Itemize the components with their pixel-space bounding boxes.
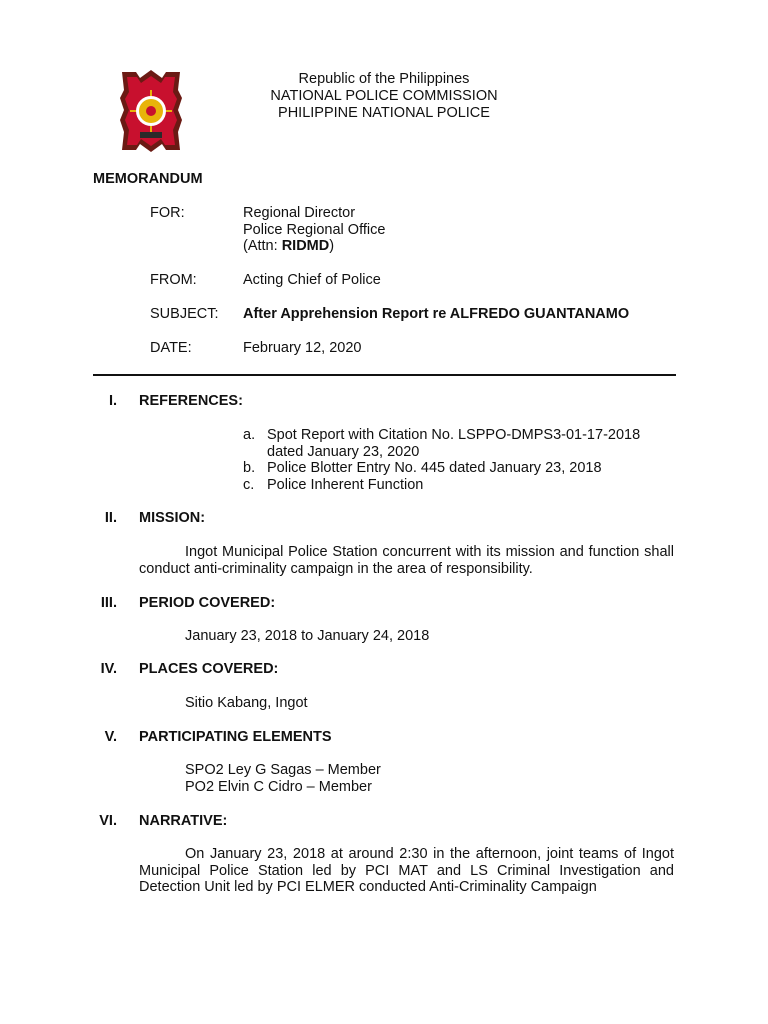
ref-letter: b.: [243, 460, 256, 476]
participant-2: PO2 Elvin C Cidro – Member: [185, 778, 372, 795]
for-label: FOR:: [150, 205, 185, 221]
from-value: Acting Chief of Police: [243, 272, 381, 288]
ref-text: Police Blotter Entry No. 445 dated January 23, 2018: [267, 460, 602, 476]
participant-1: SPO2 Ley G Sagas – Member: [185, 762, 381, 778]
from-label: FROM:: [150, 272, 197, 288]
participants-list: [185, 762, 381, 795]
attn-unit: RIDMD: [281, 238, 330, 254]
places-text: Sitio Kabang, Ingot: [185, 695, 308, 711]
section-4-number: IV.: [100, 661, 117, 677]
references-list: [243, 427, 677, 493]
section-6-title: NARRATIVE:: [139, 813, 228, 829]
for-attn: [243, 238, 385, 255]
memo-title: MEMORANDUM: [93, 171, 203, 187]
subject-label: SUBJECT:: [150, 306, 219, 322]
narrative-text: On January 23, 2018 at around 2:30 in the afternoon, joint teams of Ingot Municipal Police Station led by PCI MAT and LS Criminal Investigation and Detection Unit led by PCI ELMER conducted Anti-Criminality Campaign: [139, 846, 674, 895]
for-line-2: Police Regional Office: [243, 221, 386, 238]
section-5-title: PARTICIPATING ELEMENTS: [139, 729, 332, 745]
section-5-number: V.: [104, 729, 117, 745]
attn-prefix: (Attn:: [243, 238, 282, 254]
ref-text: Spot Report with Citation No. LSPPO-DMPS3-01-17-2018 dated January 23, 2020: [267, 427, 641, 460]
period-text: January 23, 2018 to January 24, 2018: [185, 628, 430, 644]
header-republic: Republic of the Philippines: [298, 71, 470, 87]
header-commission: NATIONAL POLICE COMMISSION: [270, 88, 498, 104]
list-item: [243, 477, 677, 494]
list-item: [243, 460, 677, 477]
section-2-number: II.: [104, 510, 117, 526]
ref-letter: a.: [243, 427, 256, 443]
section-2-title: MISSION:: [139, 510, 206, 526]
subject-value: After Apprehension Report re ALFREDO GUANTANAMO: [243, 306, 630, 322]
date-label: DATE:: [150, 340, 192, 356]
date-value: February 12, 2020: [243, 340, 362, 356]
document-header: [0, 71, 768, 122]
for-line-1: Regional Director: [243, 205, 356, 221]
section-3-title: PERIOD COVERED:: [139, 595, 276, 611]
section-6-number: VI.: [99, 813, 117, 829]
section-1-title: REFERENCES:: [139, 393, 243, 409]
section-4-title: PLACES COVERED:: [139, 661, 279, 677]
attn-suffix: ): [329, 238, 335, 254]
section-1-number: I.: [108, 393, 117, 409]
section-3-number: III.: [100, 595, 117, 611]
header-pnp: PHILIPPINE NATIONAL POLICE: [278, 105, 490, 121]
divider-line: [93, 374, 676, 376]
ref-text: Police Inherent Function: [267, 476, 424, 493]
list-item: [243, 427, 677, 460]
for-value: [243, 205, 385, 255]
mission-text: Ingot Municipal Police Station concurrent with its mission and function shall conduct anti-criminality campaign in the area of responsibility.: [139, 544, 674, 577]
ref-letter: c.: [243, 476, 255, 493]
